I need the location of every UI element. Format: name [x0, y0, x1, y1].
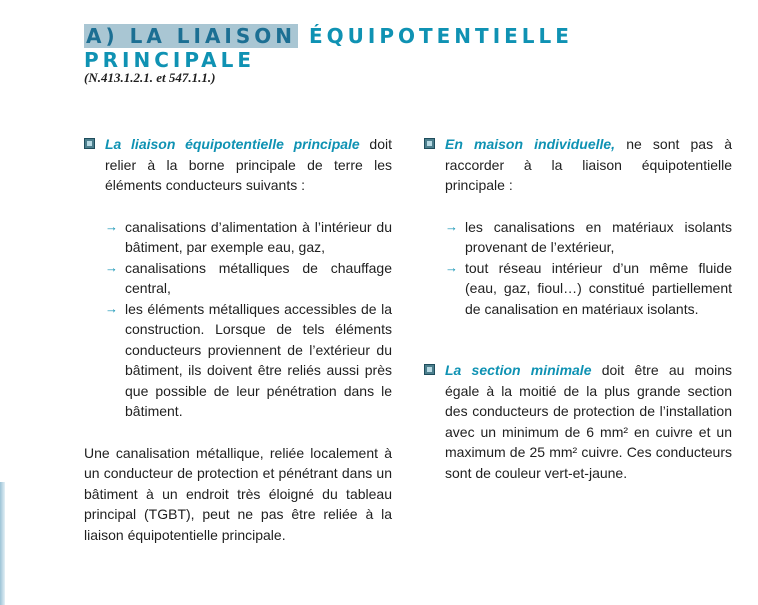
arrow-right-icon: →: [105, 300, 118, 316]
square-bullet-icon: [424, 364, 435, 375]
left-intro-text: doit relier à la borne principale de terre les éléments conducteurs suivants :: [105, 136, 392, 193]
square-bullet-icon: [84, 138, 95, 149]
left-column: [84, 134, 392, 545]
list-item-text: tout réseau intérieur d’un même fluide (eau, gaz, fioul…) constitué partiellement de canalisation en matériaux isolants.: [465, 259, 732, 317]
title-rest: ÉQUIPOTENTIELLE: [309, 24, 573, 48]
right-intro: [424, 134, 732, 196]
list-item: [445, 258, 732, 320]
left-intro-emphasis: La liaison équipotentielle principale: [105, 136, 360, 152]
right-arrow-list: [424, 217, 732, 320]
list-item: [105, 299, 392, 422]
arrow-right-icon: →: [105, 218, 118, 234]
right-intro-emphasis: En maison individuelle,: [445, 136, 616, 152]
section-emphasis: La section minimale: [445, 362, 592, 378]
left-closing-paragraph: Une canalisation métallique, reliée localement à un conducteur de protection et pénétrant dans un bâtiment à un endroit très éloigné du tableau principal (TGBT), peut ne pas être reliée à la liaison équipotentielle principale.: [84, 444, 392, 543]
section-title: [84, 24, 573, 72]
left-arrow-list: [84, 217, 392, 422]
right-section-minimale: [424, 360, 732, 483]
title-line2: PRINCIPALE: [84, 48, 256, 72]
list-item: [105, 217, 392, 258]
section-text: doit être au moins égale à la moitié de la plus grande section des conducteurs de protection de l’installation avec un minimum de 6 mm² en cuivre et un maximum de 25 mm² cuivre. Ces conducteurs sont de couleur vert-et-jaune.: [445, 362, 732, 481]
page-edge-bar: [0, 482, 5, 605]
list-item: [445, 217, 732, 258]
left-intro: [84, 134, 392, 196]
right-column: [424, 134, 732, 483]
list-item-text: les éléments métalliques accessibles de la construction. Lorsque de tels éléments conducteurs proviennent de l’extérieur du bâtiment, ils doivent être reliés aussi près que possible de leur pénétration dans le bâtiment.: [125, 300, 392, 419]
title-highlight: A) LA LIAISON: [86, 24, 297, 48]
arrow-right-icon: →: [445, 218, 458, 234]
list-item-text: canalisations d’alimentation à l’intérieur du bâtiment, par exemple eau, gaz,: [125, 218, 392, 255]
square-bullet-icon: [424, 138, 435, 149]
right-intro-text: ne sont pas à raccorder à la liaison équipotentielle principale :: [445, 136, 733, 193]
arrow-right-icon: →: [445, 259, 458, 275]
list-item-text: canalisations métalliques de chauffage central,: [125, 259, 392, 296]
norm-reference: (N.413.1.2.1. et 547.1.1.): [84, 70, 216, 85]
list-item-text: les canalisations en matériaux isolants provenant de l’extérieur,: [465, 218, 732, 255]
list-item: [105, 258, 392, 299]
arrow-right-icon: →: [105, 259, 118, 275]
